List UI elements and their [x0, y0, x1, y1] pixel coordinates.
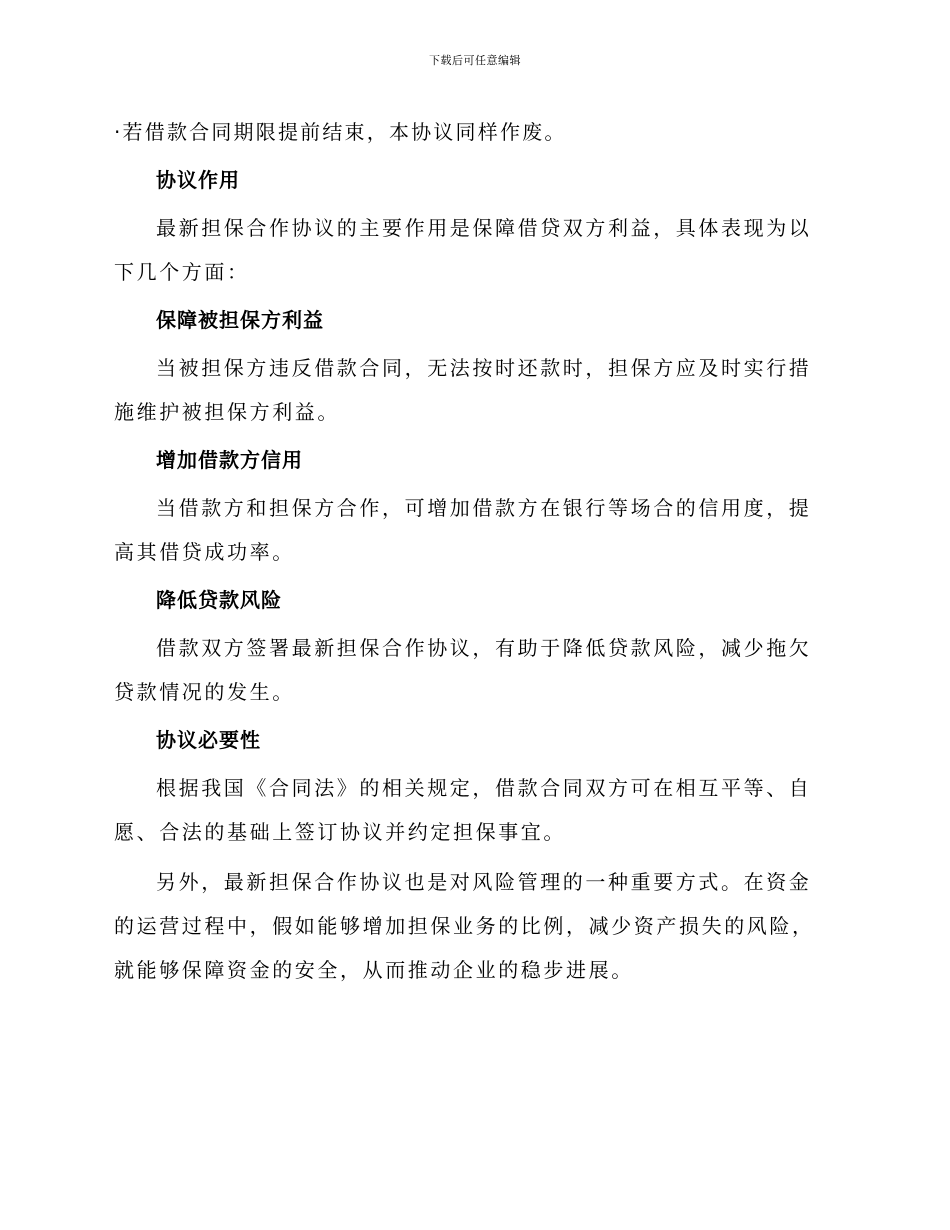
paragraph-necessity: 根据我国《合同法》的相关规定，借款合同双方可在相互平等、自愿、合法的基础上签订协议并约定担保事宜。 — [114, 776, 812, 844]
section-heading-purpose: 协议作用 — [156, 168, 240, 192]
paragraph-increase-credit: 当借款方和担保方合作，可增加借款方在银行等场合的信用度，提高其借贷成功率。 — [114, 496, 812, 564]
paragraph-reduce-risk: 借款双方签署最新担保合作协议，有助于降低贷款风险，减少拖欠贷款情况的发生。 — [114, 636, 812, 704]
paragraph-protect-guaranteed: 当被担保方违反借款合同，无法按时还款时，担保方应及时实行措施维护被担保方利益。 — [114, 356, 812, 424]
document-body — [114, 110, 830, 992]
section-heading-necessity: 协议必要性 — [156, 728, 261, 752]
paragraph-risk-management: 另外，最新担保合作协议也是对风险管理的一种重要方式。在资金的运营过程中，假如能够增加担保业务的比例，减少资产损失的风险，就能够保障资金的安全，从而推动企业的稳步进展。 — [114, 870, 815, 982]
bullet-line: ·若借款合同期限提前结束，本协议同样作废。 — [114, 120, 567, 144]
section-heading-increase-credit: 增加借款方信用 — [156, 448, 303, 472]
section-heading-reduce-risk: 降低贷款风险 — [156, 588, 282, 612]
section-heading-protect-guaranteed: 保障被担保方利益 — [156, 308, 324, 332]
paragraph-purpose: 最新担保合作协议的主要作用是保障借贷双方利益，具体表现为以下几个方面： — [114, 216, 812, 284]
page-header-note: 下载后可任意编辑 — [429, 54, 521, 67]
